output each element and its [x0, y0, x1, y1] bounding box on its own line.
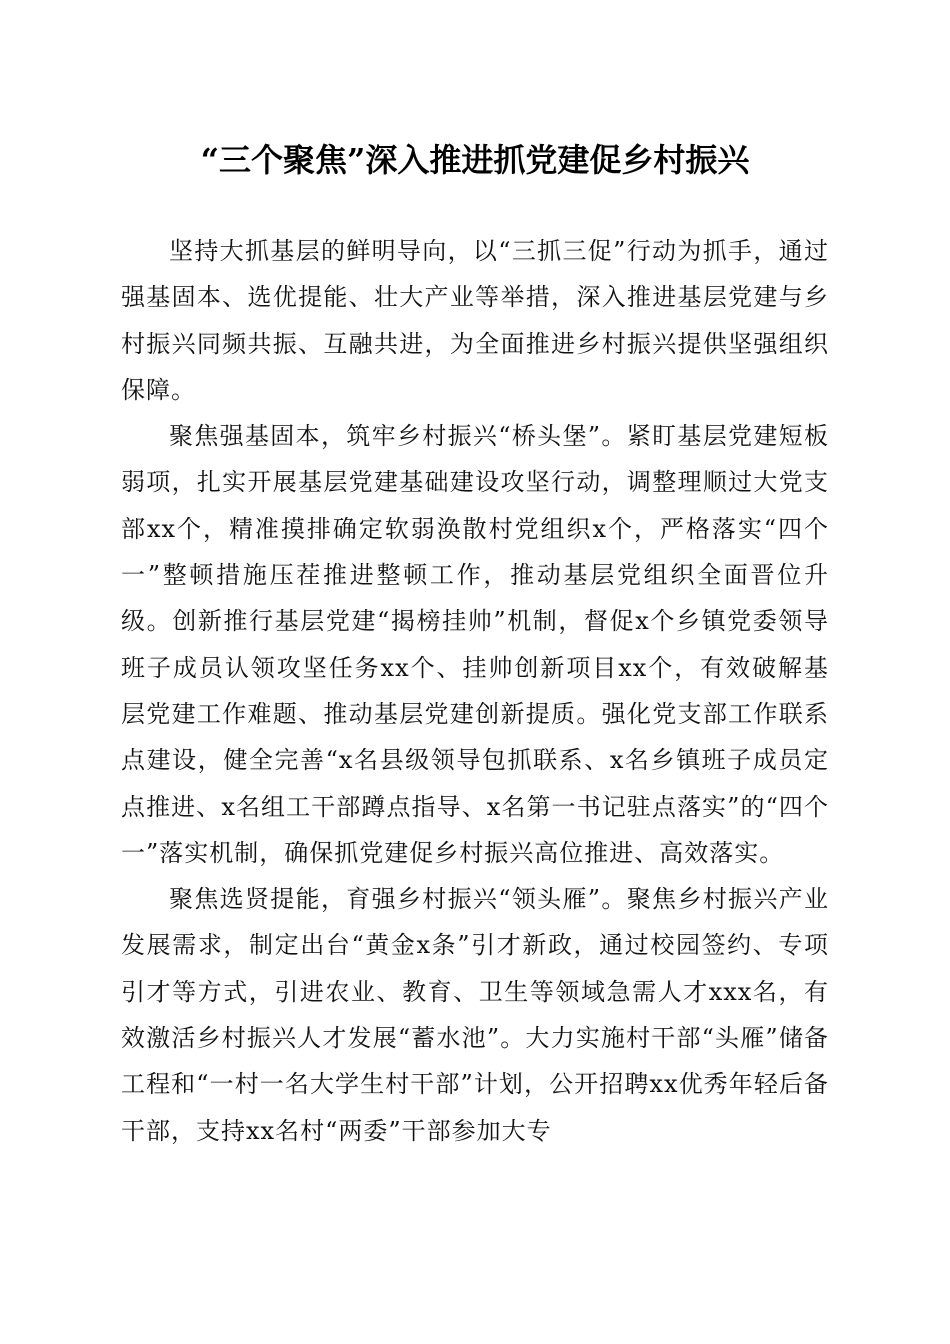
paragraph-select-talent: 聚焦选贤提能，育强乡村振兴“领头雁”。聚焦乡村振兴产业发展需求，制定出台“黄金x条”引才新政，通过校园签约、专项引才等方式，引进农业、教育、卫生等领域急需人才xxx名，有效激活乡村振兴人才发展“蓄水池”。大力实施村干部“头雁”储备工程和“一村一名大学生村干部”计划，公开招聘xx优秀年轻后备干部，支持xx名村“两委”干部参加大专 — [121, 885, 829, 1145]
document-title: “三个聚焦”深入推进抓党建促乡村振兴 — [200, 141, 750, 179]
document-body — [121, 228, 829, 1154]
paragraph-intro: 坚持大抓基层的鲜明导向，以“三抓三促”行动为抓手，通过强基固本、选优提能、壮大产业等举措，深入推进基层党建与乡村振兴同频共振、互融共进，为全面推进乡村振兴提供坚强组织保障。 — [121, 237, 829, 404]
paragraph-strengthen-foundation: 聚焦强基固本，筑牢乡村振兴“桥头堡”。紧盯基层党建短板弱项，扎实开展基层党建基础建设攻坚行动，调整理顺过大党支部xx个，精准摸排确定软弱涣散村党组织x个，严格落实“四个一”整顿措施压茬推进整顿工作，推动基层党组织全面晋位升级。创新推行基层党建“揭榜挂帅”机制，督促x个乡镇党委领导班子成员认领攻坚任务xx个、挂帅创新项目xx个，有效破解基层党建工作难题、推动基层党建创新提质。强化党支部工作联系点建设，健全完善“x名县级领导包抓联系、x名乡镇班子成员定点推进、x名组工干部蹲点指导、x名第一书记驻点落实”的“四个一”落实机制，确保抓党建促乡村振兴高位推进、高效落实。 — [121, 422, 829, 867]
